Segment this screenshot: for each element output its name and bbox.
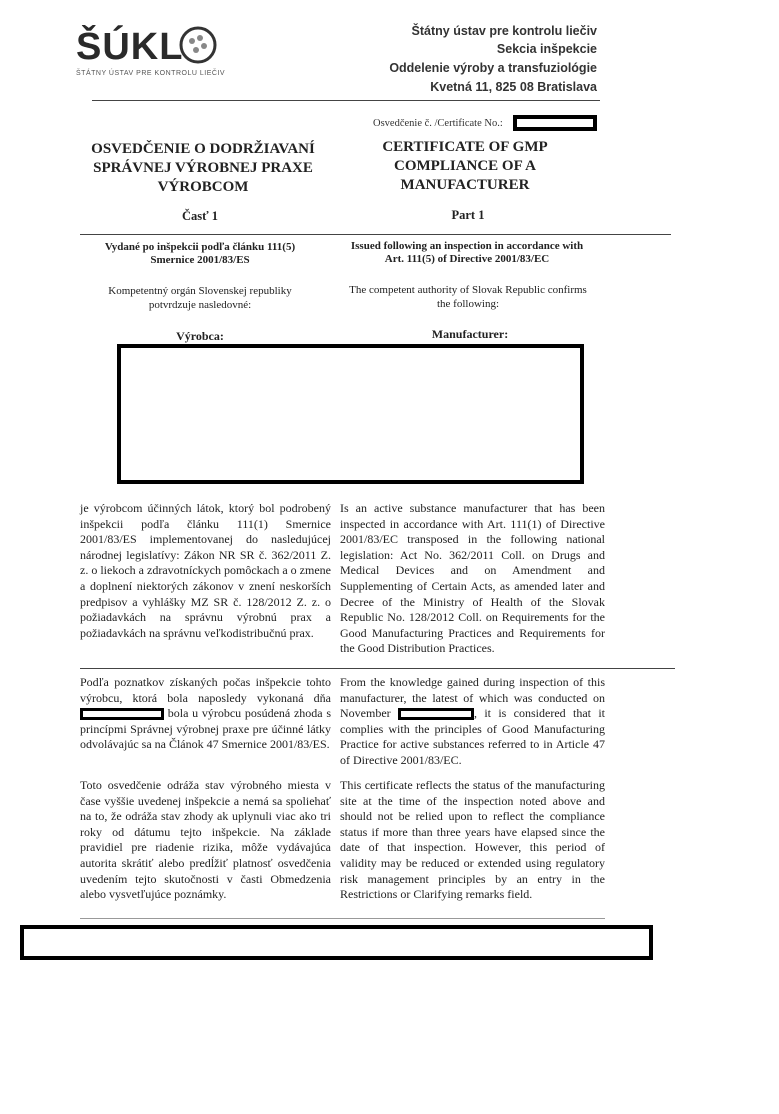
redacted-inspection-date-english — [398, 708, 474, 720]
inspection-finding-slovak-part-2: bola u výrobcu posúdená zhoda s princípmi Správnej výrobnej praxe pre účinné látky odvolávajúc sa na Článok 47 Smernice 2001/83/ES. — [80, 706, 331, 752]
competent-authority-english: The competent authority of Slovak Republic confirms the following: — [349, 284, 587, 310]
inspection-finding-slovak — [80, 675, 331, 753]
redacted-certificate-number — [513, 115, 597, 131]
address-line-3: Oddelenie výroby a transfuziológie — [389, 61, 597, 75]
footer-divider — [80, 918, 605, 919]
redacted-inspection-date-slovak — [80, 708, 164, 720]
address-line-1: Štátny ústav pre kontrolu liečiv — [411, 24, 597, 38]
part-english: Part 1 — [451, 208, 485, 222]
statement-english: Is an active substance manufacturer that has been inspected in accordance with Art. 111(1) of Directive 2001/83/EC transposed in the following national legislation: Act No. 362/2011 Coll. on Drugs and Medical Devices and on Amendment and Supplementing of Certain Acts, as amended later and Decree of the Ministry of Health of the Slovak Republic No. 128/2012 Coll. on Requirements for the Good Manufacturing Practices and Requirements for the Good Distribution Practices. — [340, 501, 605, 656]
inspection-finding-english — [340, 675, 605, 769]
competent-authority-slovak: Kompetentný orgán Slovenskej republiky potvrdzuje nasledovné: — [108, 285, 292, 311]
validity-note-english: This certificate reflects the status of the manufacturing site at the time of the inspection noted above and should not be relied upon to reflect the compliance status if more than three years have elapsed since the date of that inspection. However, this period of validity may be reduced or extended using regulatory risk management principles by an entry in the Restrictions or Clarifying remarks field. — [340, 778, 605, 902]
redacted-footer — [20, 925, 653, 960]
address-line-4: Kvetná 11, 825 08 Bratislava — [430, 80, 597, 94]
issued-slovak: Vydané po inšpekcii podľa článku 111(5) Smernice 2001/83/ES — [104, 241, 296, 266]
sukl-logo-emblem-icon — [178, 25, 218, 65]
section-divider — [80, 234, 671, 235]
title-slovak: OSVEDČENIE O DODRŽIAVANÍ SPRÁVNEJ VÝROBNEJ PRAXE VÝROBCOM — [91, 141, 315, 195]
redacted-manufacturer-details — [117, 344, 584, 484]
mid-divider — [80, 668, 675, 669]
inspection-finding-english-part-2: , it is considered that it complies with the principles of Good Manufacturing Practice for active substances referred to in Article 47 of Directive 2001/83/EC. — [340, 706, 606, 767]
title-english: CERTIFICATE OF GMP COMPLIANCE OF A MANUFACTURER — [382, 139, 548, 193]
validity-note-slovak: Toto osvedčenie odráža stav výrobného miesta v čase vyššie uvedenej inšpekcie a nemá sa spoliehať na to, že odráža stav zhody ak uplynuli viac ako tri roky od dátumu tejto inšpekcie. Na základe pravidiel pre riadenie rizika, môže vydávajúca autorita skrátiť alebo predĺžiť platnosť osvedčenia uvedením tejto skutočnosti v časti Obmedzenia alebo vysvetľujúce poznámky. — [80, 778, 331, 902]
certificate-number-label: Osvedčenie č. /Certificate No.: — [373, 118, 503, 129]
inspection-finding-english-part-1: From the knowledge gained during inspection of this manufacturer, the latest of which was conducted on November — [340, 675, 605, 721]
statement-slovak: je výrobcom účinných látok, ktorý bol podrobený inšpekcii podľa článku 111(1) Smernice 2001/83/ES implementovanej do nasledujúcej národnej legislatívy: Zákon NR SR č. 362/2011 Z. z. o liekoch a zdravotníckych pomôckach a o zmene a doplnení niektorých zákonov v znení neskorších predpisov a vyhlášky MZ SR č. 128/2012 Z. z. o požiadavkách na správnu výrobnú prax a požiadavkách na správnu veľkodistribučnú prax. — [80, 501, 331, 640]
manufacturer-label-english: Manufacturer: — [431, 327, 509, 341]
manufacturer-label-slovak: Výrobca: — [176, 329, 224, 343]
address-line-2: Sekcia inšpekcie — [496, 42, 597, 56]
sukl-logo: ŠÚKL — [76, 26, 184, 68]
header-divider — [92, 100, 600, 101]
part-slovak: Časť 1 — [181, 209, 219, 223]
inspection-finding-slovak-part-1: Podľa poznatkov získaných počas inšpekcie tohto výrobcu, ktorá bola naposledy vykonaná dňa — [80, 675, 331, 705]
logo-subtitle: ŠTÁTNY ÚSTAV PRE KONTROLU LIEČIV — [76, 70, 226, 77]
issued-english: Issued following an inspection in accordance with Art. 111(5) of Directive 2001/83/EC — [350, 240, 584, 265]
